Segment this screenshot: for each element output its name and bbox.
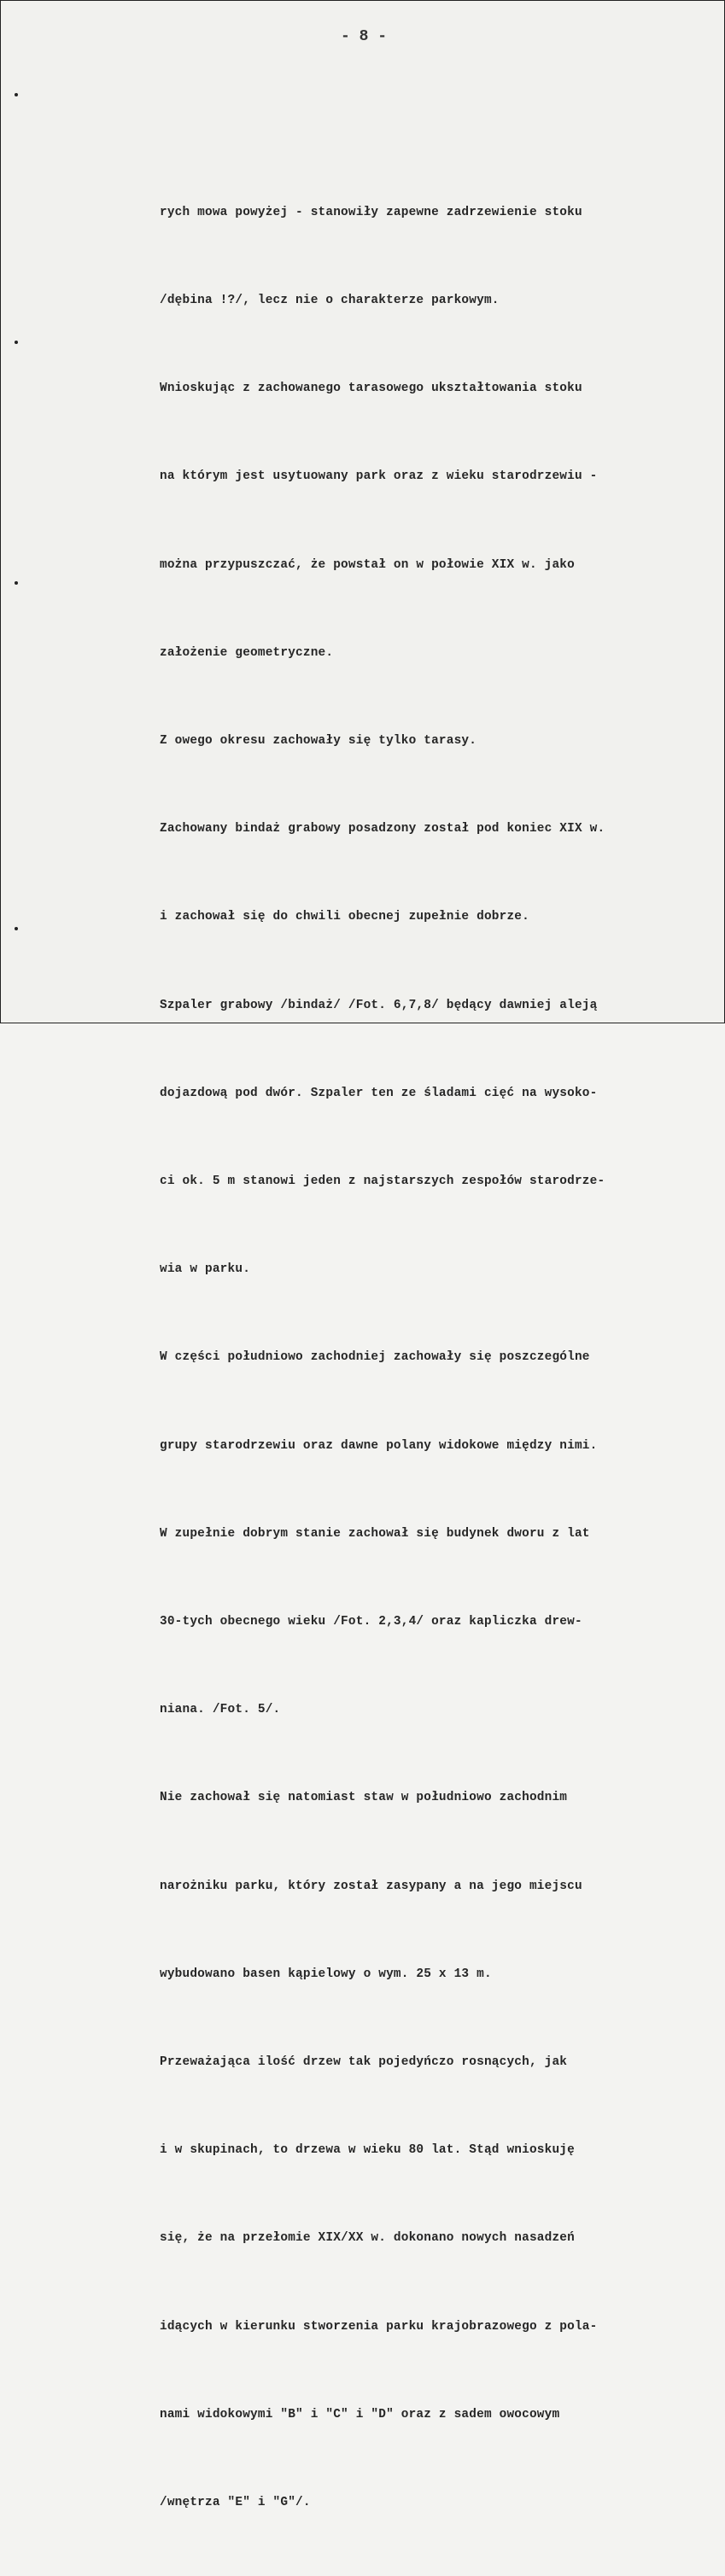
text-line: nami widokowymi "B" i "C" i "D" oraz z sadem owocowym [160, 2407, 560, 2422]
text-line: niana. /Fot. 5/. [160, 1703, 281, 1717]
text-line: rych mowa powyżej - stanowiły zapewne zadrzewienie stoku [160, 205, 582, 219]
text-line: narożniku parku, który został zasypany a na jego miejscu [160, 1879, 582, 1893]
margin-punch-mark [15, 93, 18, 96]
text-line: założenie geometryczne. [160, 645, 334, 660]
typed-body-text [160, 139, 706, 2576]
text-line: W zupełnie dobrym stanie zachował się budynek dworu z lat [160, 1526, 590, 1541]
text-line: /wnętrza "E" i "G"/. [160, 2496, 311, 2510]
text-line: /dębina !?/, lecz nie o charakterze parkowym. [160, 294, 500, 308]
text-line: można przypuszczać, że powstał on w połowie XIX w. jako [160, 557, 575, 572]
text-line: się, że na przełomie XIX/XX w. dokonano nowych nasadzeń [160, 2231, 575, 2246]
text-line: Przeważająca ilość drzew tak pojedyńczo rosnących, jak [160, 2055, 568, 2070]
text-line: idących w kierunku stworzenia parku krajobrazowego z pola- [160, 2319, 598, 2334]
page-number: - 8 - [340, 28, 387, 45]
text-line: wybudowano basen kąpielowy o wym. 25 x 13 m. [160, 1967, 492, 1981]
text-line: i w skupinach, to drzewa w wieku 80 lat. Stąd wnioskuję [160, 2143, 575, 2158]
margin-punch-mark [15, 927, 18, 930]
text-line: ci ok. 5 m stanowi jeden z najstarszych zespołów starodrze- [160, 1174, 605, 1189]
text-line: Z owego okresu zachowały się tylko tarasy. [160, 734, 477, 749]
text-line: wia w parku. [160, 1262, 251, 1277]
text-line: 30-tych obecnego wieku /Fot. 2,3,4/ oraz kapliczka drew- [160, 1615, 582, 1629]
text-line: Zachowany bindaż grabowy posadzony został pod koniec XIX w. [160, 822, 605, 836]
text-line: Nie zachował się natomiast staw w południowo zachodnim [160, 1791, 568, 1805]
text-line: Szpaler grabowy /bindaż/ /Fot. 6,7,8/ będący dawniej aleją [160, 998, 598, 1012]
margin-punch-mark [15, 341, 18, 344]
text-line: dojazdową pod dwór. Szpaler ten ze śladami cięć na wysoko- [160, 1086, 598, 1100]
text-line: na którym jest usytuowany park oraz z wieku starodrzewiu - [160, 469, 598, 484]
margin-punch-mark [15, 581, 18, 585]
text-line: W części południowo zachodniej zachowały się poszczególne [160, 1350, 590, 1365]
text-line: Wnioskując z zachowanego tarasowego ukształtowania stoku [160, 382, 582, 396]
text-line: i zachował się do chwili obecnej zupełnie dobrze. [160, 910, 529, 924]
text-line: grupy starodrzewiu oraz dawne polany widokowe między nimi. [160, 1438, 598, 1453]
